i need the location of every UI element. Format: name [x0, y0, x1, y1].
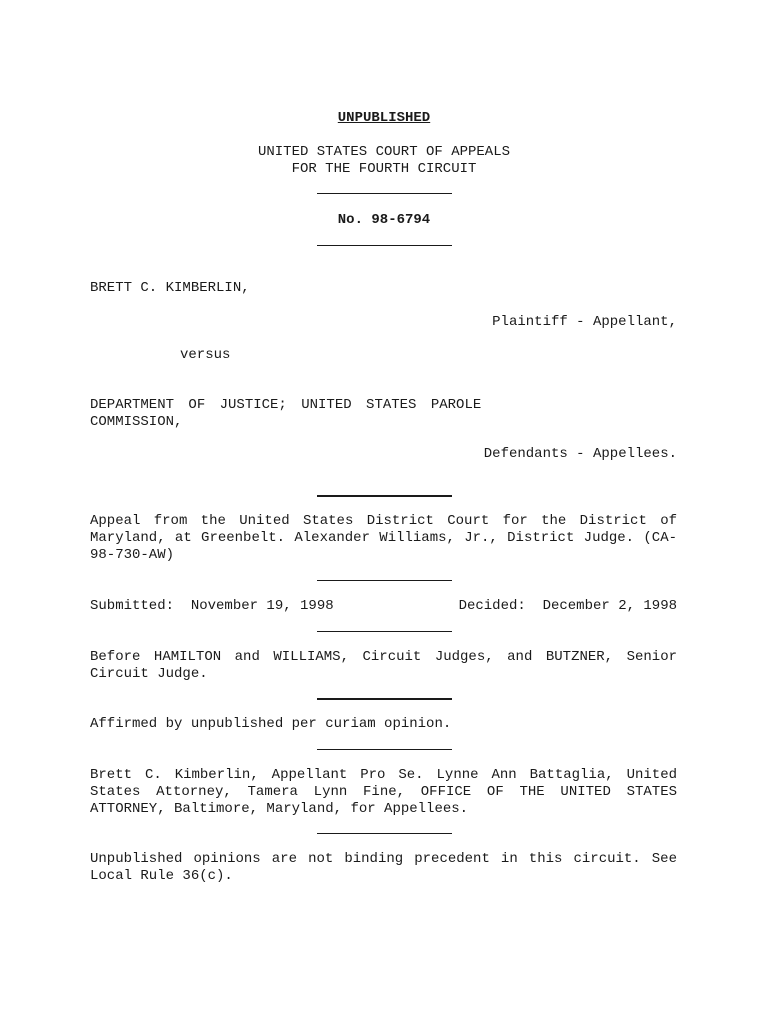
divider-rule-thick	[317, 495, 452, 497]
panel-paragraph: Before HAMILTON and WILLIAMS, Circuit Judges, and BUTZNER, Senior Circuit Judge.	[90, 649, 677, 682]
divider-rule	[317, 580, 452, 581]
court-name-line1: UNITED STATES COURT OF APPEALS	[257, 144, 511, 160]
disposition-line: Affirmed by unpublished per curiam opinion.	[90, 716, 452, 732]
plaintiff-name: BRETT C. KIMBERLIN,	[90, 280, 250, 296]
decided-date: Decided: December 2, 1998	[458, 598, 677, 614]
counsel-paragraph: Brett C. Kimberlin, Appellant Pro Se. Lynne Ann Battaglia, United States Attorney, Tamera Lynn Fine, OFFICE OF THE UNITED STATES ATTORNEY, Baltimore, Maryland, for Appellees.	[90, 767, 677, 817]
defendant-name-line1-text: DEPARTMENT OF JUSTICE; UNITED STATES PAROLE	[90, 397, 482, 413]
defendant-name-line2: COMMISSION,	[90, 414, 183, 430]
divider-rule-thick	[317, 698, 452, 700]
defendant-role: Defendants - Appellees.	[483, 446, 677, 462]
precedent-notice: Unpublished opinions are not binding precedent in this circuit. See Local Rule 36(c).	[90, 851, 677, 884]
court-name-line2: FOR THE FOURTH CIRCUIT	[291, 161, 477, 177]
divider-rule	[317, 833, 452, 834]
dates-row	[90, 598, 677, 615]
unpublished-heading: UNPUBLISHED	[337, 110, 431, 126]
case-number: No. 98-6794	[337, 212, 431, 228]
versus-label: versus	[180, 347, 231, 363]
divider-rule	[317, 193, 452, 194]
plaintiff-role: Plaintiff - Appellant,	[492, 314, 677, 330]
divider-rule	[317, 749, 452, 750]
defendant-name-line1	[90, 397, 677, 414]
submitted-date: Submitted: November 19, 1998	[90, 598, 334, 614]
divider-rule	[317, 245, 452, 246]
appeal-paragraph: Appeal from the United States District Court for the District of Maryland, at Greenbelt. Alexander Williams, Jr., District Judge. (CA-98-730-AW)	[90, 513, 677, 563]
divider-rule	[317, 631, 452, 632]
